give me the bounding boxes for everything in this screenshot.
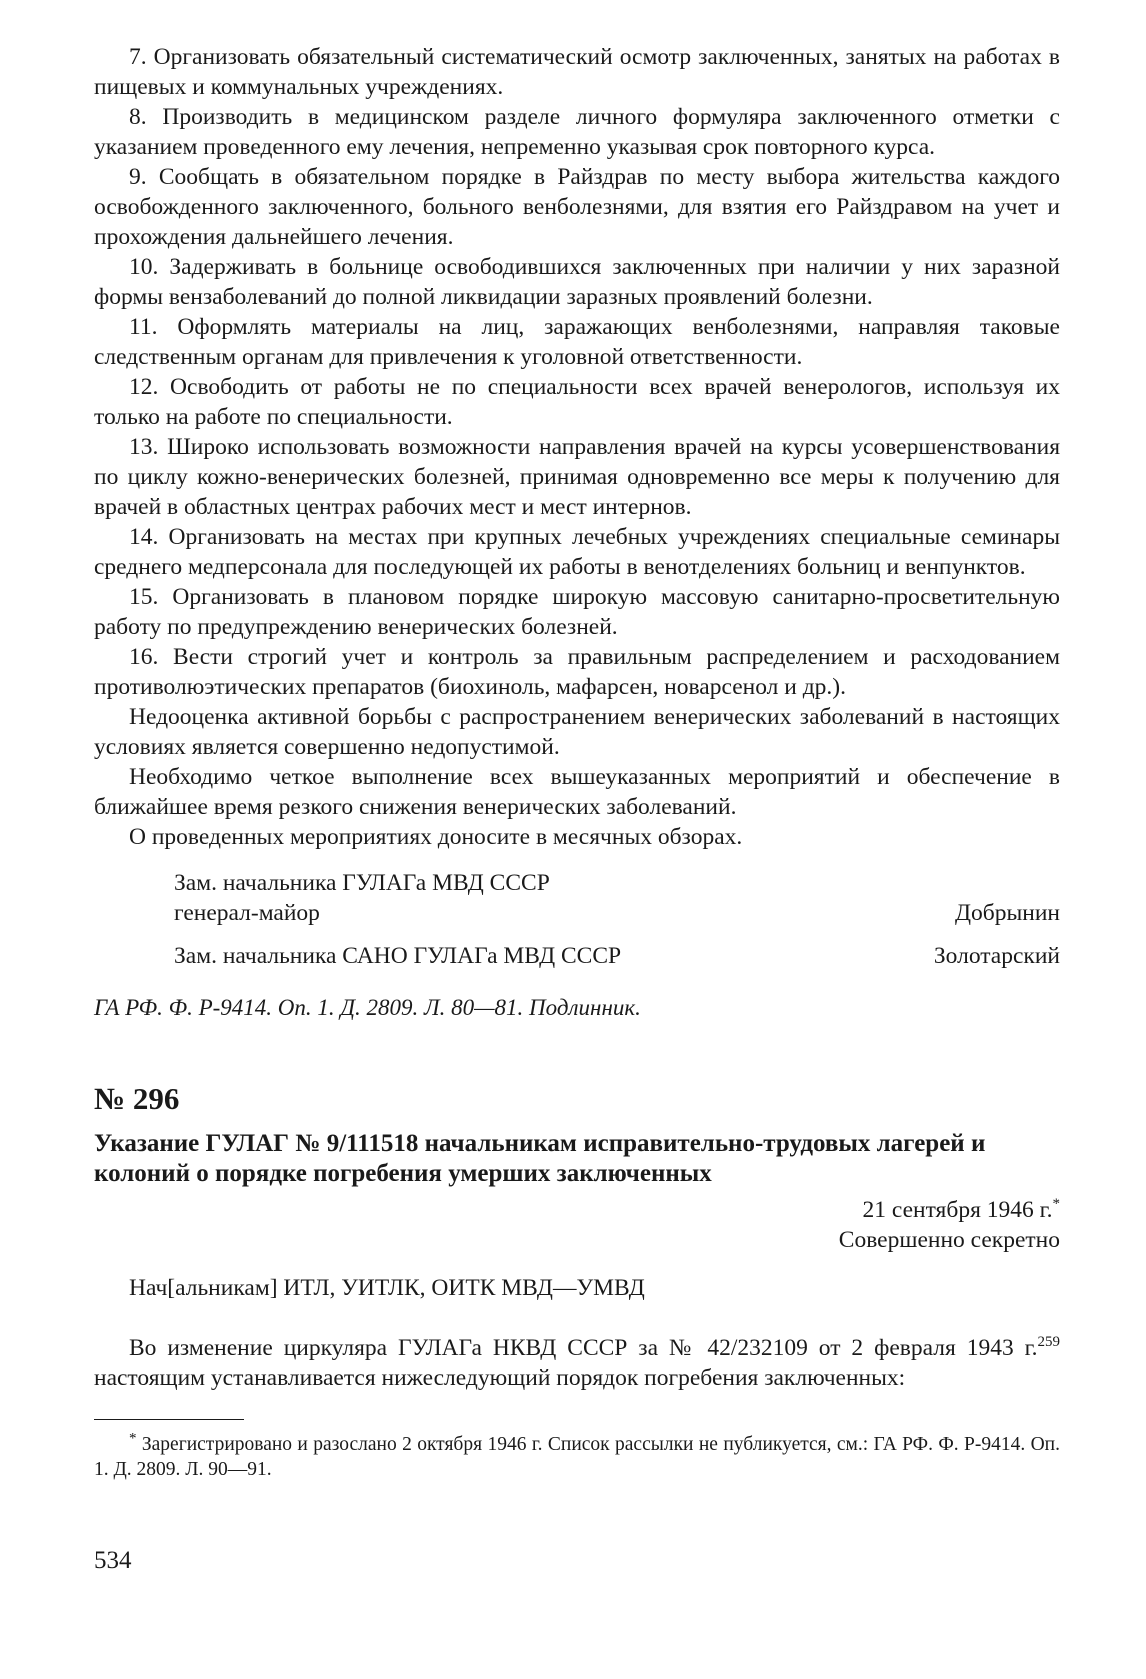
paragraph-item-8: 8. Производить в медицинском разделе личного формуляра заключенного отметки с указанием проведенного ему лечения, непременно указывая срок повторного курса. [94,104,1060,160]
footnote-text: Зарегистрировано и разослано 2 октября 1946 г. Список рассылки не публикуется, см.: ГА РФ. Ф. Р-9414. Оп. 1. Д. 2809. Л. 90—91. [94,1434,1060,1480]
footnote-mark: * [129,1430,137,1447]
page-number: 534 [94,1547,132,1574]
signatory-position: Зам. начальника САНО ГУЛАГа МВД СССР [174,943,622,969]
footnote-marker: * [1052,1196,1060,1213]
paragraph-item-14: 14. Организовать на местах при крупных лечебных учреждениях специальные семинары среднего медперсонала для последующей их работы в венотделениях больниц и венпунктов. [94,524,1060,580]
signatory-rank: генерал-майор [174,900,320,926]
paragraph-item-7: 7. Организовать обязательный систематический осмотр заключенных, занятых на работах в пищевых и коммунальных учреждениях. [94,44,1060,100]
closing-paragraph: Необходимо четкое выполнение всех вышеуказанных мероприятий и обеспечение в ближайшее время резкого снижения венерических заболеваний. [94,764,1060,820]
reference-marker: 259 [1037,1334,1060,1351]
signatory-name: Золотарский [933,943,1060,969]
paragraph-item-10: 10. Задерживать в больнице освободившихся заключенных при наличии у них заразной формы вензаболеваний до полной ликвидации заразных проявлений болезни. [94,254,1060,310]
document-title: Указание ГУЛАГ № 9/111518 начальникам исправительно-трудовых лагерей и колоний о порядке погребения умерших заключенных [94,1130,986,1187]
paragraph-item-9: 9. Сообщать в обязательном порядке в Райздрав по месту выбора жительства каждого освобожденного заключенного, больного венболезнями, для взятия его Райздравом на учет и прохождения дальнейшего лечения. [94,164,1060,250]
signature-row [94,941,1060,971]
previous-document-text [94,42,1060,852]
signatory-name: Добрынин [954,900,1060,926]
signatory-title [174,868,550,928]
paragraph-item-12: 12. Освободить от работы не по специальности всех врачей венерологов, используя их только на работе по специальности. [94,374,1060,430]
intro-paragraph [94,1333,1060,1393]
addressee-line: Нач[альникам] ИТЛ, УИТЛК, ОИТК МВД—УМВД [129,1275,645,1301]
footnote-divider [94,1419,244,1420]
signatory-position: Зам. начальника ГУЛАГа МВД СССР [174,870,550,896]
document-date: 21 сентября 1946 г. [862,1197,1053,1223]
document-date-line [94,1195,1060,1225]
paragraph-item-11: 11. Оформлять материалы на лиц, заражающих венболезнями, направляя таковые следственным органам для привлечения к уголовной ответственности. [94,314,1060,370]
closing-paragraph: Недооценка активной борьбы с распространением венерических заболеваний в настоящих условиях является совершенно недопустимой. [94,704,1060,760]
paragraph-item-16: 16. Вести строгий учет и контроль за правильным распределением и расходованием противолюэтических препаратов (биохиноль, мафарсен, новарсенол и др.). [94,644,1060,700]
classification-stamp: Совершенно секретно [838,1227,1060,1253]
intro-text: Во изменение циркуляра ГУЛАГа НКВД СССР за № 42/232109 от 2 февраля 1943 г. [129,1335,1038,1361]
document-meta [94,1195,1060,1255]
page-content [94,42,1060,1502]
signature-row [94,868,1060,928]
signature-block [94,868,1060,971]
paragraph-item-15: 15. Организовать в плановом порядке широкую массовую санитарно-просветительную работу по предупреждению венерических болезней. [94,584,1060,640]
closing-paragraph: О проведенных мероприятиях доносите в месячных обзорах. [129,824,743,850]
paragraph-item-13: 13. Широко использовать возможности направления врачей на курсы усовершенствования по циклу кожно-венерических болезней, принимая одновременно все меры к получению для врачей в областных центрах рабочих мест и мест интернов. [94,434,1060,520]
intro-text-continued: настоящим устанавливается нижеследующий порядок погребения заключенных: [94,1365,906,1391]
document-number: № 296 [94,1081,180,1116]
archive-reference: ГА РФ. Ф. Р-9414. Оп. 1. Д. 2809. Л. 80—81. Подлинник. [94,995,641,1020]
footnote [94,1432,1060,1482]
